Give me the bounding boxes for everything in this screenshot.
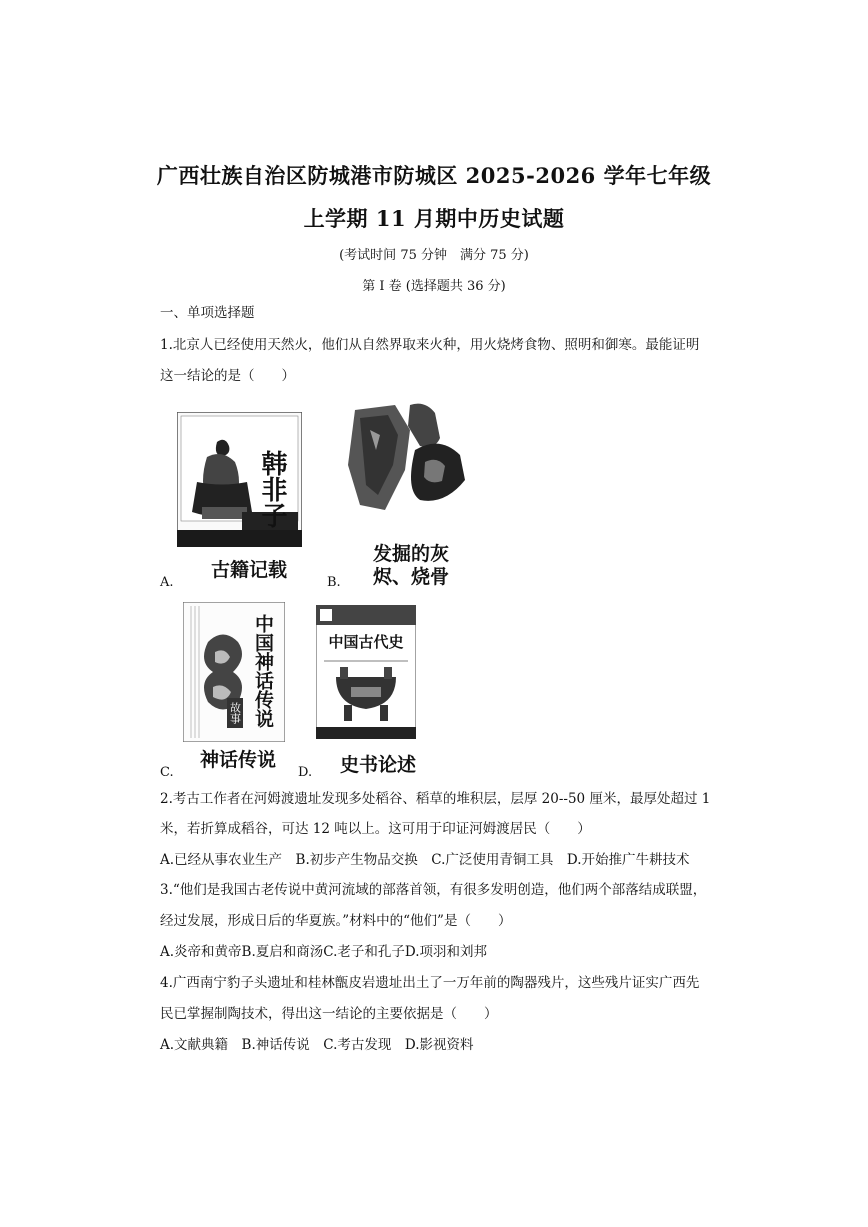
- q1-option-b-caption-line1: 发掘的灰: [373, 543, 450, 565]
- q4-line1: 4.广西南宁豹子头遗址和桂林甑皮岩遗址出土了一万年前的陶器残片，这些残片证实广西先: [160, 975, 700, 991]
- q1-option-d-letter[interactable]: D.: [298, 765, 313, 780]
- q1-option-b-image: [340, 400, 470, 514]
- q4-line2: 民已掌握制陶技术，得出这一结论的主要依据是（ ）: [160, 1006, 498, 1022]
- q2-line1: 2.考古工作者在河姆渡遗址发现多处稻谷、稻草的堆积层，层厚 20--50 厘米，最厚处超过 1: [160, 791, 711, 807]
- q1-line2: 这一结论的是（ ）: [160, 368, 295, 384]
- section-heading: 一、单项选择题: [160, 305, 255, 321]
- volume-heading: 第 I 卷 (选择题共 36 分): [362, 279, 506, 294]
- exam-title-line2: 上学期 11 月期中历史试题: [303, 206, 565, 231]
- book-title-myths: 中国神话传说: [252, 614, 274, 728]
- q1-option-d-image: [316, 605, 416, 743]
- q1-line1: 1.北京人已经使用天然火，他们从自然界取来火种，用火烧烤食物、照明和御寒。最能证明: [160, 337, 700, 353]
- book-badge-story: 故事: [228, 702, 242, 724]
- q3-options[interactable]: A.炎帝和黄帝B.夏启和商汤C.老子和孔子D.项羽和刘邦: [160, 944, 488, 960]
- q1-option-a-image: [177, 412, 302, 551]
- exam-info: (考试时间 75 分钟 满分 75 分): [339, 248, 529, 263]
- q1-option-c-letter[interactable]: C.: [160, 765, 174, 780]
- q2-options[interactable]: A.已经从事农业生产 B.初步产生物品交换 C.广泛使用青铜工具 D.开始推广牛耕技术: [160, 852, 690, 868]
- q3-line2: 经过发展，形成日后的华夏族。”材料中的“他们”是（ ）: [160, 913, 512, 929]
- q1-option-d-caption: 史书论述: [340, 754, 417, 776]
- q1-option-c-image: [183, 602, 285, 746]
- q3-line1: 3.“他们是我国古老传说中黄河流域的部落首领，有很多发明创造，他们两个部落结成联盟，: [160, 882, 707, 898]
- q1-option-a-letter[interactable]: A.: [160, 575, 174, 590]
- q1-option-b-caption-line2: 烬、烧骨: [373, 566, 450, 588]
- q4-options[interactable]: A.文献典籍 B.神话传说 C.考古发现 D.影视资料: [160, 1037, 474, 1053]
- q2-line2: 米，若折算成稻谷，可达 12 吨以上。这可用于印证河姆渡居民（ ）: [160, 821, 591, 837]
- q1-option-a-caption: 古籍记载: [211, 559, 288, 581]
- book-title-hanfeizi: 韩非子: [257, 450, 287, 528]
- q1-option-c-caption: 神话传说: [200, 749, 277, 771]
- exam-title-line1: 广西壮族自治区防城港市防城区 2025-2026 学年七年级: [156, 163, 712, 188]
- book-title-ancient-history: 中国古代史: [328, 633, 404, 651]
- q1-option-b-letter[interactable]: B.: [327, 575, 341, 590]
